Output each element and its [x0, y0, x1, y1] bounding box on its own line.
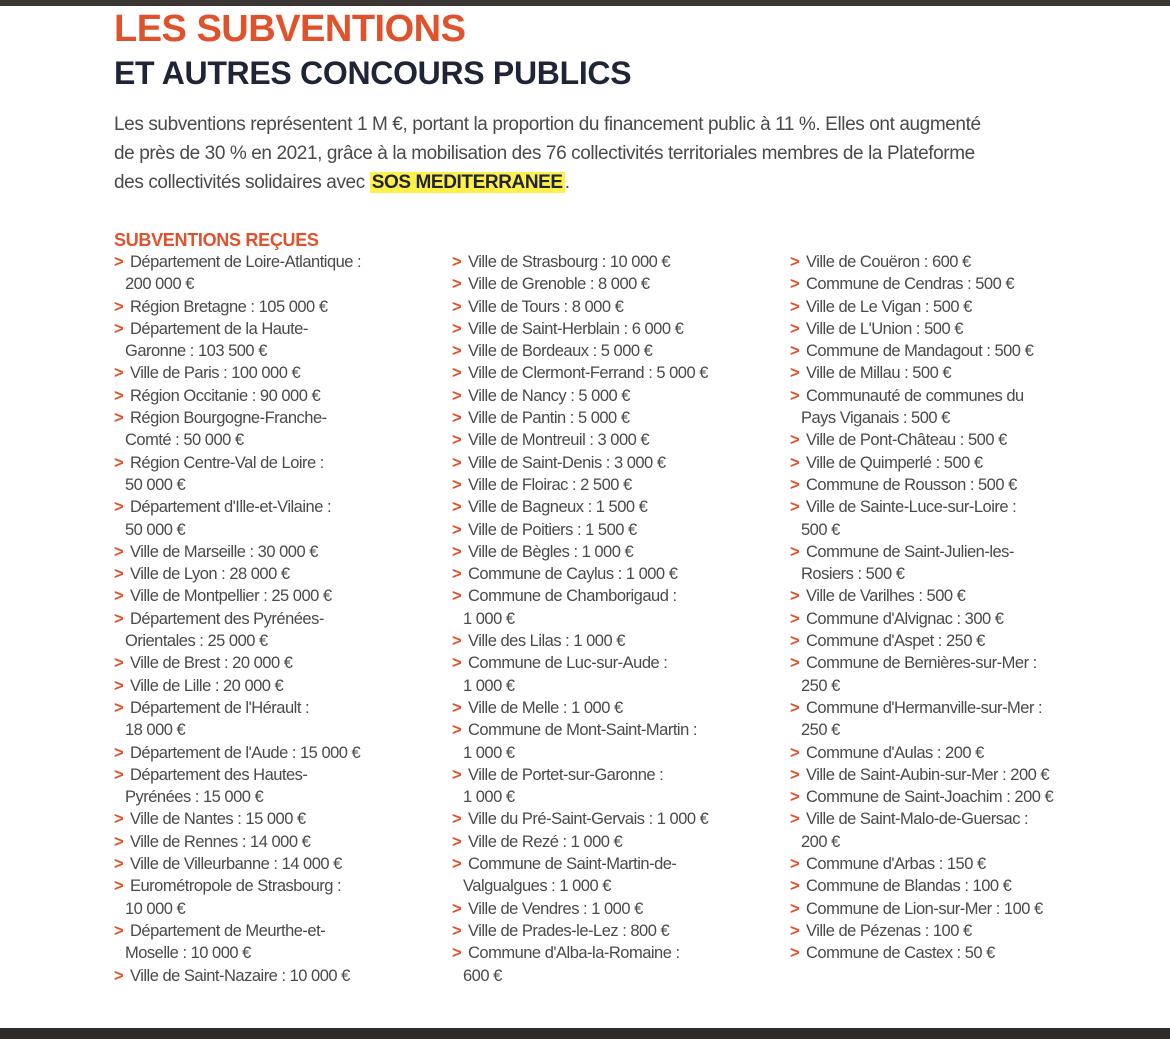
subsidy-text: Département des Hautes-	[130, 765, 308, 784]
subsidy-list-item	[452, 630, 782, 652]
chevron-right-icon: >	[790, 855, 800, 874]
intro-line-3	[114, 168, 1124, 197]
subsidy-text: Commune de Mont-Saint-Martin :	[468, 721, 697, 740]
chevron-right-icon: >	[114, 698, 124, 717]
subsidy-text: Ville de Quimperlé : 500 €	[806, 453, 983, 472]
subsidy-list-item	[452, 652, 782, 697]
chevron-right-icon: >	[114, 810, 124, 829]
subsidy-text: Ville de Le Vigan : 500 €	[806, 297, 972, 316]
subsidy-text-continued: 600 €	[463, 966, 502, 985]
intro-line-1: Les subventions représentent 1 M €, portant la proportion du financement public à 11 %. Elles ont augmenté	[114, 114, 981, 135]
chevron-right-icon: >	[452, 275, 462, 294]
subsidy-text: Ville de Strasbourg : 10 000 €	[468, 253, 671, 271]
chevron-right-icon: >	[114, 364, 124, 383]
chevron-right-icon: >	[452, 587, 462, 606]
chevron-right-icon: >	[114, 253, 124, 271]
subsidy-text: Commune de Cendras : 500 €	[806, 275, 1015, 294]
subsidy-list-item	[790, 786, 1120, 808]
subsidy-text: Département de l'Aude : 15 000 €	[130, 743, 361, 762]
subsidy-list-item	[452, 385, 782, 407]
subsidy-list-item	[452, 764, 782, 809]
subsidy-text: Commune de Mandagout : 500 €	[806, 342, 1034, 361]
subsidy-list-item	[114, 652, 444, 674]
chevron-right-icon: >	[790, 431, 800, 450]
subsidy-text: Département de l'Hérault :	[130, 698, 310, 717]
subsidy-list-item	[452, 273, 782, 295]
subsidy-text: Région Occitanie : 90 000 €	[130, 386, 321, 405]
chevron-right-icon: >	[452, 721, 462, 740]
subsidy-text: Ville du Pré-Saint-Gervais : 1 000 €	[468, 810, 709, 829]
subsidy-text: Eurométropole de Strasbourg :	[130, 877, 342, 896]
subsidy-text: Communauté de communes du	[806, 386, 1024, 405]
subsidy-list-item	[452, 318, 782, 340]
subsidy-text: Ville de Melle : 1 000 €	[468, 698, 623, 717]
subsidy-list-item	[114, 808, 444, 830]
subsidy-text: Commune d'Alvignac : 300 €	[806, 609, 1004, 628]
chevron-right-icon: >	[452, 944, 462, 963]
chevron-right-icon: >	[790, 253, 800, 271]
subsidy-list-item	[790, 385, 1120, 430]
chevron-right-icon: >	[452, 899, 462, 918]
chevron-right-icon: >	[790, 877, 800, 896]
subsidy-list-item	[790, 429, 1120, 451]
subsidy-text-continued: 1 000 €	[463, 676, 515, 695]
subsidy-list-item	[452, 853, 782, 898]
subsidy-text: Ville de Marseille : 30 000 €	[130, 542, 318, 561]
subsidy-text: Ville de Varilhes : 500 €	[806, 587, 966, 606]
intro-line-3-end: .	[564, 172, 570, 193]
chevron-right-icon: >	[790, 587, 800, 606]
intro-line-3-text: des collectivités solidaires avec	[114, 172, 370, 193]
chevron-right-icon: >	[114, 319, 124, 338]
subsidy-text: Ville de Bordeaux : 5 000 €	[468, 342, 653, 361]
chevron-right-icon: >	[452, 386, 462, 405]
subsidy-list-item	[114, 362, 444, 384]
subsidy-text: Ville de Montreuil : 3 000 €	[468, 431, 650, 450]
subsidy-text: Département de Loire-Atlantique :	[130, 253, 362, 271]
subsidy-text: Commune de Lion-sur-Mer : 100 €	[806, 899, 1043, 918]
subsidy-text-continued: 18 000 €	[125, 721, 186, 740]
subsidy-text: Commune de Rousson : 500 €	[806, 475, 1017, 494]
subsidy-list-item	[790, 496, 1120, 541]
subsidy-text: Commune d'Hermanville-sur-Mer :	[806, 698, 1043, 717]
chevron-right-icon: >	[790, 654, 800, 673]
subsidy-list-item	[790, 808, 1120, 853]
subsidy-text: Ville de Millau : 500 €	[806, 364, 952, 383]
chevron-right-icon: >	[790, 319, 800, 338]
subsidy-list-item	[790, 630, 1120, 652]
chevron-right-icon: >	[452, 520, 462, 539]
subsidy-text: Ville de Bègles : 1 000 €	[468, 542, 634, 561]
subsidy-text-continued: Moselle : 10 000 €	[125, 944, 251, 963]
subsidy-list-item	[790, 742, 1120, 764]
subsidy-list-item	[790, 942, 1120, 964]
subsidy-list-item	[452, 719, 782, 764]
subsidy-text-continued: Pyrénées : 15 000 €	[125, 788, 264, 807]
chevron-right-icon: >	[790, 899, 800, 918]
chevron-right-icon: >	[452, 921, 462, 940]
subsidy-list-item	[790, 608, 1120, 630]
subsidy-text: Commune de Saint-Martin-de-	[468, 855, 677, 874]
subsidy-text: Commune de Luc-sur-Aude :	[468, 654, 668, 673]
chevron-right-icon: >	[790, 275, 800, 294]
subsidy-list-item	[452, 496, 782, 518]
chevron-right-icon: >	[452, 632, 462, 651]
subsidy-text-continued: 250 €	[801, 676, 840, 695]
subsidy-text: Ville de Nantes : 15 000 €	[130, 810, 306, 829]
subsidy-text: Ville de Rennes : 14 000 €	[130, 832, 311, 851]
subsidy-list-item	[790, 652, 1120, 697]
subsidy-text-continued: 250 €	[801, 721, 840, 740]
subsidy-text: Ville de Clermont-Ferrand : 5 000 €	[468, 364, 708, 383]
subsidy-text: Région Bourgogne-Franche-	[130, 409, 327, 428]
chevron-right-icon: >	[790, 364, 800, 383]
intro-paragraph	[114, 110, 1124, 197]
chevron-right-icon: >	[452, 565, 462, 584]
subsidy-text: Ville de Bagneux : 1 500 €	[468, 498, 648, 517]
subsidy-text: Ville de L'Union : 500 €	[806, 319, 963, 338]
chevron-right-icon: >	[790, 698, 800, 717]
subsidy-text: Département d'Ille-et-Vilaine :	[130, 498, 332, 517]
subsidy-text-continued: Pays Viganais : 500 €	[801, 409, 950, 428]
chevron-right-icon: >	[452, 475, 462, 494]
subsidy-text: Ville de Villeurbanne : 14 000 €	[130, 855, 342, 874]
chevron-right-icon: >	[114, 654, 124, 673]
chevron-right-icon: >	[114, 453, 124, 472]
subsidy-text: Ville de Pantin : 5 000 €	[468, 409, 630, 428]
chevron-right-icon: >	[114, 921, 124, 940]
subsidy-text: Ville de Pézenas : 100 €	[806, 921, 972, 940]
subsidy-text: Ville de Poitiers : 1 500 €	[468, 520, 637, 539]
subsidy-list-item	[452, 697, 782, 719]
subsidy-list-item	[114, 585, 444, 607]
chevron-right-icon: >	[114, 609, 124, 628]
subsidy-text: Ville de Floirac : 2 500 €	[468, 475, 632, 494]
chevron-right-icon: >	[114, 855, 124, 874]
subsidy-column-2	[452, 251, 782, 987]
subsidy-list-item	[790, 273, 1120, 295]
chevron-right-icon: >	[790, 475, 800, 494]
chevron-right-icon: >	[452, 297, 462, 316]
subsidy-text: Ville de Lille : 20 000 €	[130, 676, 284, 695]
subsidy-list-item	[452, 808, 782, 830]
subsidy-text: Commune de Chamborigaud :	[468, 587, 677, 606]
chevron-right-icon: >	[114, 832, 124, 851]
subsidy-list-item	[452, 585, 782, 630]
subsidy-text: Commune d'Aulas : 200 €	[806, 743, 984, 762]
chevron-right-icon: >	[790, 944, 800, 963]
subsidy-text: Commune de Saint-Joachim : 200 €	[806, 788, 1054, 807]
chevron-right-icon: >	[114, 565, 124, 584]
subsidy-list-item	[790, 920, 1120, 942]
subsidy-list-item	[790, 452, 1120, 474]
chevron-right-icon: >	[790, 542, 800, 561]
subsidy-list-item	[114, 697, 444, 742]
subsidy-list-item	[114, 965, 444, 987]
subsidy-column-3	[790, 251, 1120, 965]
subsidy-list-item	[452, 452, 782, 474]
chevron-right-icon: >	[790, 765, 800, 784]
subsidy-text: Ville de Lyon : 28 000 €	[130, 565, 290, 584]
chevron-right-icon: >	[790, 609, 800, 628]
subsidy-text: Ville de Tours : 8 000 €	[468, 297, 624, 316]
subsidy-list-item	[114, 875, 444, 920]
subsidy-text: Commune de Blandas : 100 €	[806, 877, 1012, 896]
subsidy-text: Ville de Nancy : 5 000 €	[468, 386, 630, 405]
chevron-right-icon: >	[452, 431, 462, 450]
subsidy-text: Ville de Rezé : 1 000 €	[468, 832, 623, 851]
chevron-right-icon: >	[114, 676, 124, 695]
subsidy-text: Ville de Saint-Nazaire : 10 000 €	[130, 966, 350, 985]
section-title: SUBVENTIONS REÇUES	[114, 230, 319, 250]
subsidy-list-item	[114, 541, 444, 563]
chevron-right-icon: >	[114, 498, 124, 517]
subsidy-text: Ville de Saint-Aubin-sur-Mer : 200 €	[806, 765, 1050, 784]
subsidy-text-continued: 50 000 €	[125, 520, 186, 539]
page-title: LES SUBVENTIONS	[114, 8, 466, 50]
subsidy-text: Ville de Saint-Malo-de-Guersac :	[806, 810, 1029, 829]
subsidy-text: Ville de Saint-Denis : 3 000 €	[468, 453, 666, 472]
subsidy-list-item	[790, 764, 1120, 786]
subsidy-list-item	[790, 853, 1120, 875]
subsidy-text: Région Centre-Val de Loire :	[130, 453, 324, 472]
chevron-right-icon: >	[452, 253, 462, 271]
subsidy-text-continued: Garonne : 103 500 €	[125, 342, 267, 361]
subsidy-list-item	[790, 898, 1120, 920]
chevron-right-icon: >	[790, 386, 800, 405]
subsidy-list-item	[452, 563, 782, 585]
subsidy-list-item	[790, 340, 1120, 362]
subsidy-text: Ville de Prades-le-Lez : 800 €	[468, 921, 670, 940]
page-subtitle: ET AUTRES CONCOURS PUBLICS	[114, 55, 632, 91]
subsidy-list-item	[114, 920, 444, 965]
chevron-right-icon: >	[790, 743, 800, 762]
subsidy-list-item	[452, 519, 782, 541]
chevron-right-icon: >	[790, 297, 800, 316]
subsidy-text: Ville de Paris : 100 000 €	[130, 364, 301, 383]
subsidy-text: Ville de Sainte-Luce-sur-Loire :	[806, 498, 1017, 517]
chevron-right-icon: >	[790, 632, 800, 651]
chevron-right-icon: >	[114, 966, 124, 985]
chevron-right-icon: >	[790, 342, 800, 361]
subsidy-text: Ville de Vendres : 1 000 €	[468, 899, 643, 918]
chevron-right-icon: >	[452, 342, 462, 361]
subsidy-text: Ville de Brest : 20 000 €	[130, 654, 293, 673]
subsidy-list-item	[452, 340, 782, 362]
subsidy-list-item	[790, 296, 1120, 318]
chevron-right-icon: >	[790, 810, 800, 829]
chevron-right-icon: >	[452, 765, 462, 784]
subsidy-text-continued: 1 000 €	[463, 743, 515, 762]
subsidy-text: Commune d'Arbas : 150 €	[806, 855, 986, 874]
subsidy-text: Commune de Saint-Julien-les-	[806, 542, 1014, 561]
subsidy-list-item	[790, 697, 1120, 742]
subsidy-list-item	[452, 942, 782, 987]
subsidy-list-item	[452, 474, 782, 496]
subsidy-text: Département des Pyrénées-	[130, 609, 324, 628]
bottom-edge-bar	[0, 1028, 1170, 1039]
subsidy-text-continued: 200 €	[801, 832, 840, 851]
chevron-right-icon: >	[452, 698, 462, 717]
subsidy-list-item	[452, 251, 782, 273]
subsidy-text-continued: 200 000 €	[125, 275, 194, 294]
subsidy-list-item	[114, 496, 444, 541]
chevron-right-icon: >	[114, 386, 124, 405]
subsidy-text: Ville de Montpellier : 25 000 €	[130, 587, 332, 606]
subsidy-list-item	[790, 585, 1120, 607]
subsidy-list-item	[790, 875, 1120, 897]
subsidy-text: Commune de Caylus : 1 000 €	[468, 565, 678, 584]
subsidy-text: Département de Meurthe-et-	[130, 921, 326, 940]
chevron-right-icon: >	[790, 788, 800, 807]
chevron-right-icon: >	[452, 409, 462, 428]
subsidy-text-continued: 1 000 €	[463, 788, 515, 807]
subsidy-list-item	[114, 742, 444, 764]
chevron-right-icon: >	[452, 364, 462, 383]
subsidy-list-item	[114, 563, 444, 585]
subsidy-text: Ville de Portet-sur-Garonne :	[468, 765, 664, 784]
subsidy-list-item	[452, 920, 782, 942]
subsidy-list-item	[790, 474, 1120, 496]
chevron-right-icon: >	[452, 542, 462, 561]
subsidy-list-item	[114, 608, 444, 653]
subsidy-list-item	[114, 251, 444, 296]
subsidy-text: Département de la Haute-	[130, 319, 308, 338]
chevron-right-icon: >	[790, 453, 800, 472]
subsidy-list-item	[114, 318, 444, 363]
subsidy-text-continued: 50 000 €	[125, 475, 186, 494]
subsidy-text: Ville de Couëron : 600 €	[806, 253, 971, 271]
subsidy-text: Commune d'Alba-la-Romaine :	[468, 944, 680, 963]
chevron-right-icon: >	[114, 743, 124, 762]
chevron-right-icon: >	[452, 453, 462, 472]
chevron-right-icon: >	[114, 587, 124, 606]
subsidy-text-continued: Comté : 50 000 €	[125, 431, 244, 450]
chevron-right-icon: >	[114, 765, 124, 784]
intro-line-2: de près de 30 % en 2021, grâce à la mobilisation des 76 collectivités territoriales membres de la Plateforme	[114, 143, 975, 164]
subsidy-list-item	[452, 898, 782, 920]
subsidy-text-continued: 10 000 €	[125, 899, 186, 918]
subsidy-list-item	[114, 764, 444, 809]
subsidy-list-item	[790, 362, 1120, 384]
chevron-right-icon: >	[452, 832, 462, 851]
subsidy-text-continued: Valgualgues : 1 000 €	[463, 877, 611, 896]
subsidy-list-item	[114, 831, 444, 853]
subsidy-list-item	[452, 541, 782, 563]
chevron-right-icon: >	[452, 498, 462, 517]
subsidy-column-1	[114, 251, 444, 987]
subsidy-list-item	[114, 675, 444, 697]
chevron-right-icon: >	[114, 409, 124, 428]
subsidy-list-item	[452, 296, 782, 318]
chevron-right-icon: >	[114, 877, 124, 896]
subsidy-list-item	[114, 452, 444, 497]
subsidy-list-item	[114, 385, 444, 407]
chevron-right-icon: >	[114, 542, 124, 561]
subsidy-text: Ville de Pont-Château : 500 €	[806, 431, 1007, 450]
subsidy-text: Commune d'Aspet : 250 €	[806, 632, 985, 651]
subsidy-list-item	[452, 362, 782, 384]
subsidy-list-item	[114, 407, 444, 452]
chevron-right-icon: >	[452, 319, 462, 338]
chevron-right-icon: >	[114, 297, 124, 316]
subsidy-list-item	[114, 296, 444, 318]
subsidy-list-item	[114, 853, 444, 875]
subsidy-text-continued: Orientales : 25 000 €	[125, 632, 268, 651]
subsidy-list-item	[452, 407, 782, 429]
subsidy-list-item	[452, 831, 782, 853]
subsidy-list-item	[790, 251, 1120, 273]
chevron-right-icon: >	[452, 855, 462, 874]
subsidy-text-continued: 500 €	[801, 520, 840, 539]
chevron-right-icon: >	[452, 810, 462, 829]
subsidy-text: Région Bretagne : 105 000 €	[130, 297, 328, 316]
subsidy-text: Ville de Saint-Herblain : 6 000 €	[468, 319, 684, 338]
subsidy-text: Commune de Bernières-sur-Mer :	[806, 654, 1037, 673]
subsidy-list-item	[790, 541, 1120, 586]
subsidy-text-continued: 1 000 €	[463, 609, 515, 628]
chevron-right-icon: >	[790, 921, 800, 940]
subsidy-text-continued: Rosiers : 500 €	[801, 565, 905, 584]
chevron-right-icon: >	[452, 654, 462, 673]
subsidy-text: Commune de Castex : 50 €	[806, 944, 995, 963]
subsidy-text: Ville de Grenoble : 8 000 €	[468, 275, 650, 294]
highlighted-organization: SOS MEDITERRANEE	[371, 172, 563, 193]
subsidy-list-item	[790, 318, 1120, 340]
subsidy-text: Ville des Lilas : 1 000 €	[468, 632, 625, 651]
subsidy-list-item	[452, 429, 782, 451]
chevron-right-icon: >	[790, 498, 800, 517]
